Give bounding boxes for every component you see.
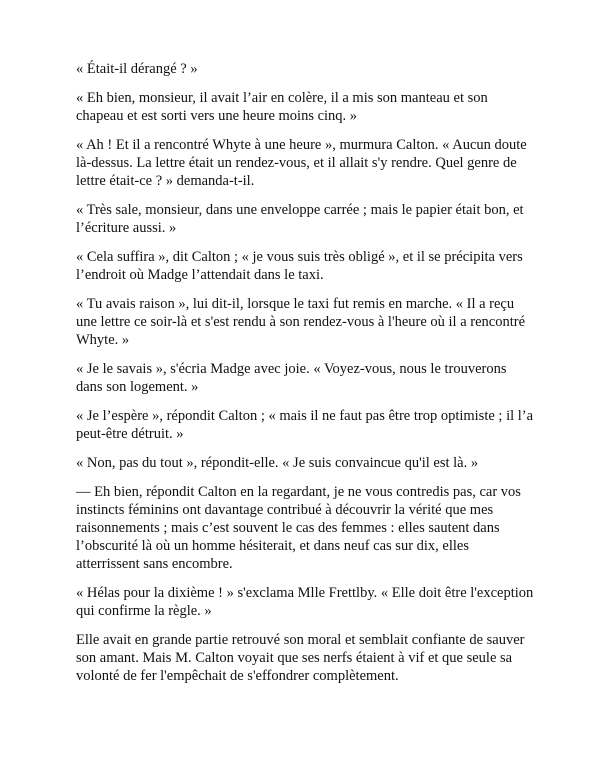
paragraph: « Hélas pour la dixième ! » s'exclama Mlle Frettlby. « Elle doit être l'exception qui confirme la règle. »: [76, 585, 534, 619]
paragraph: — Eh bien, répondit Calton en la regardant, je ne vous contredis pas, car vos instincts féminins ont davantage contribué à découvrir la vérité que mes raisonnements ; mais c’est souvent le cas des femmes : elles sautent dans l’obscurité là où un homme hésiterait, et dans neuf cas sur dix, elles atterrissent sans encombre.: [76, 484, 521, 572]
paragraph: « Je l’espère », répondit Calton ; « mais il ne faut pas être trop optimiste ; il l’a peut-être détruit. »: [76, 408, 534, 442]
paragraph: « Cela suffira », dit Calton ; « je vous suis très obligé », et il se précipita vers l’endroit où Madge l’attendait dans le taxi.: [76, 249, 523, 283]
paragraph: Elle avait en grande partie retrouvé son moral et semblait confiante de sauver son amant. Mais M. Calton voyait que ses nerfs étaient à vif et que seule sa volonté de fer l'empêchait de s'effondrer complètement.: [76, 632, 525, 684]
paragraph: « Très sale, monsieur, dans une enveloppe carrée ; mais le papier était bon, et l’écriture aussi. »: [76, 202, 524, 236]
paragraph: « Tu avais raison », lui dit-il, lorsque le taxi fut remis en marche. « Il a reçu une lettre ce soir-là et s'est rendu à son rendez-vous à l'heure où il a rencontré Whyte. »: [76, 296, 526, 348]
paragraph: « Je le savais », s'écria Madge avec joie. « Voyez-vous, nous le trouverons dans son logement. »: [76, 361, 507, 395]
paragraph: « Était-il dérangé ? »: [76, 61, 198, 77]
document-page: [76, 60, 536, 696]
paragraph: « Ah ! Et il a rencontré Whyte à une heure », murmura Calton. « Aucun doute là-dessus. La lettre était un rendez-vous, et il allait s'y rendre. Quel genre de lettre était-ce ? » demanda-t-il.: [76, 137, 527, 189]
paragraph: « Eh bien, monsieur, il avait l’air en colère, il a mis son manteau et son chapeau et est sorti vers une heure moins cinq. »: [76, 90, 488, 124]
paragraph: « Non, pas du tout », répondit-elle. « Je suis convaincue qu'il est là. »: [76, 455, 479, 471]
